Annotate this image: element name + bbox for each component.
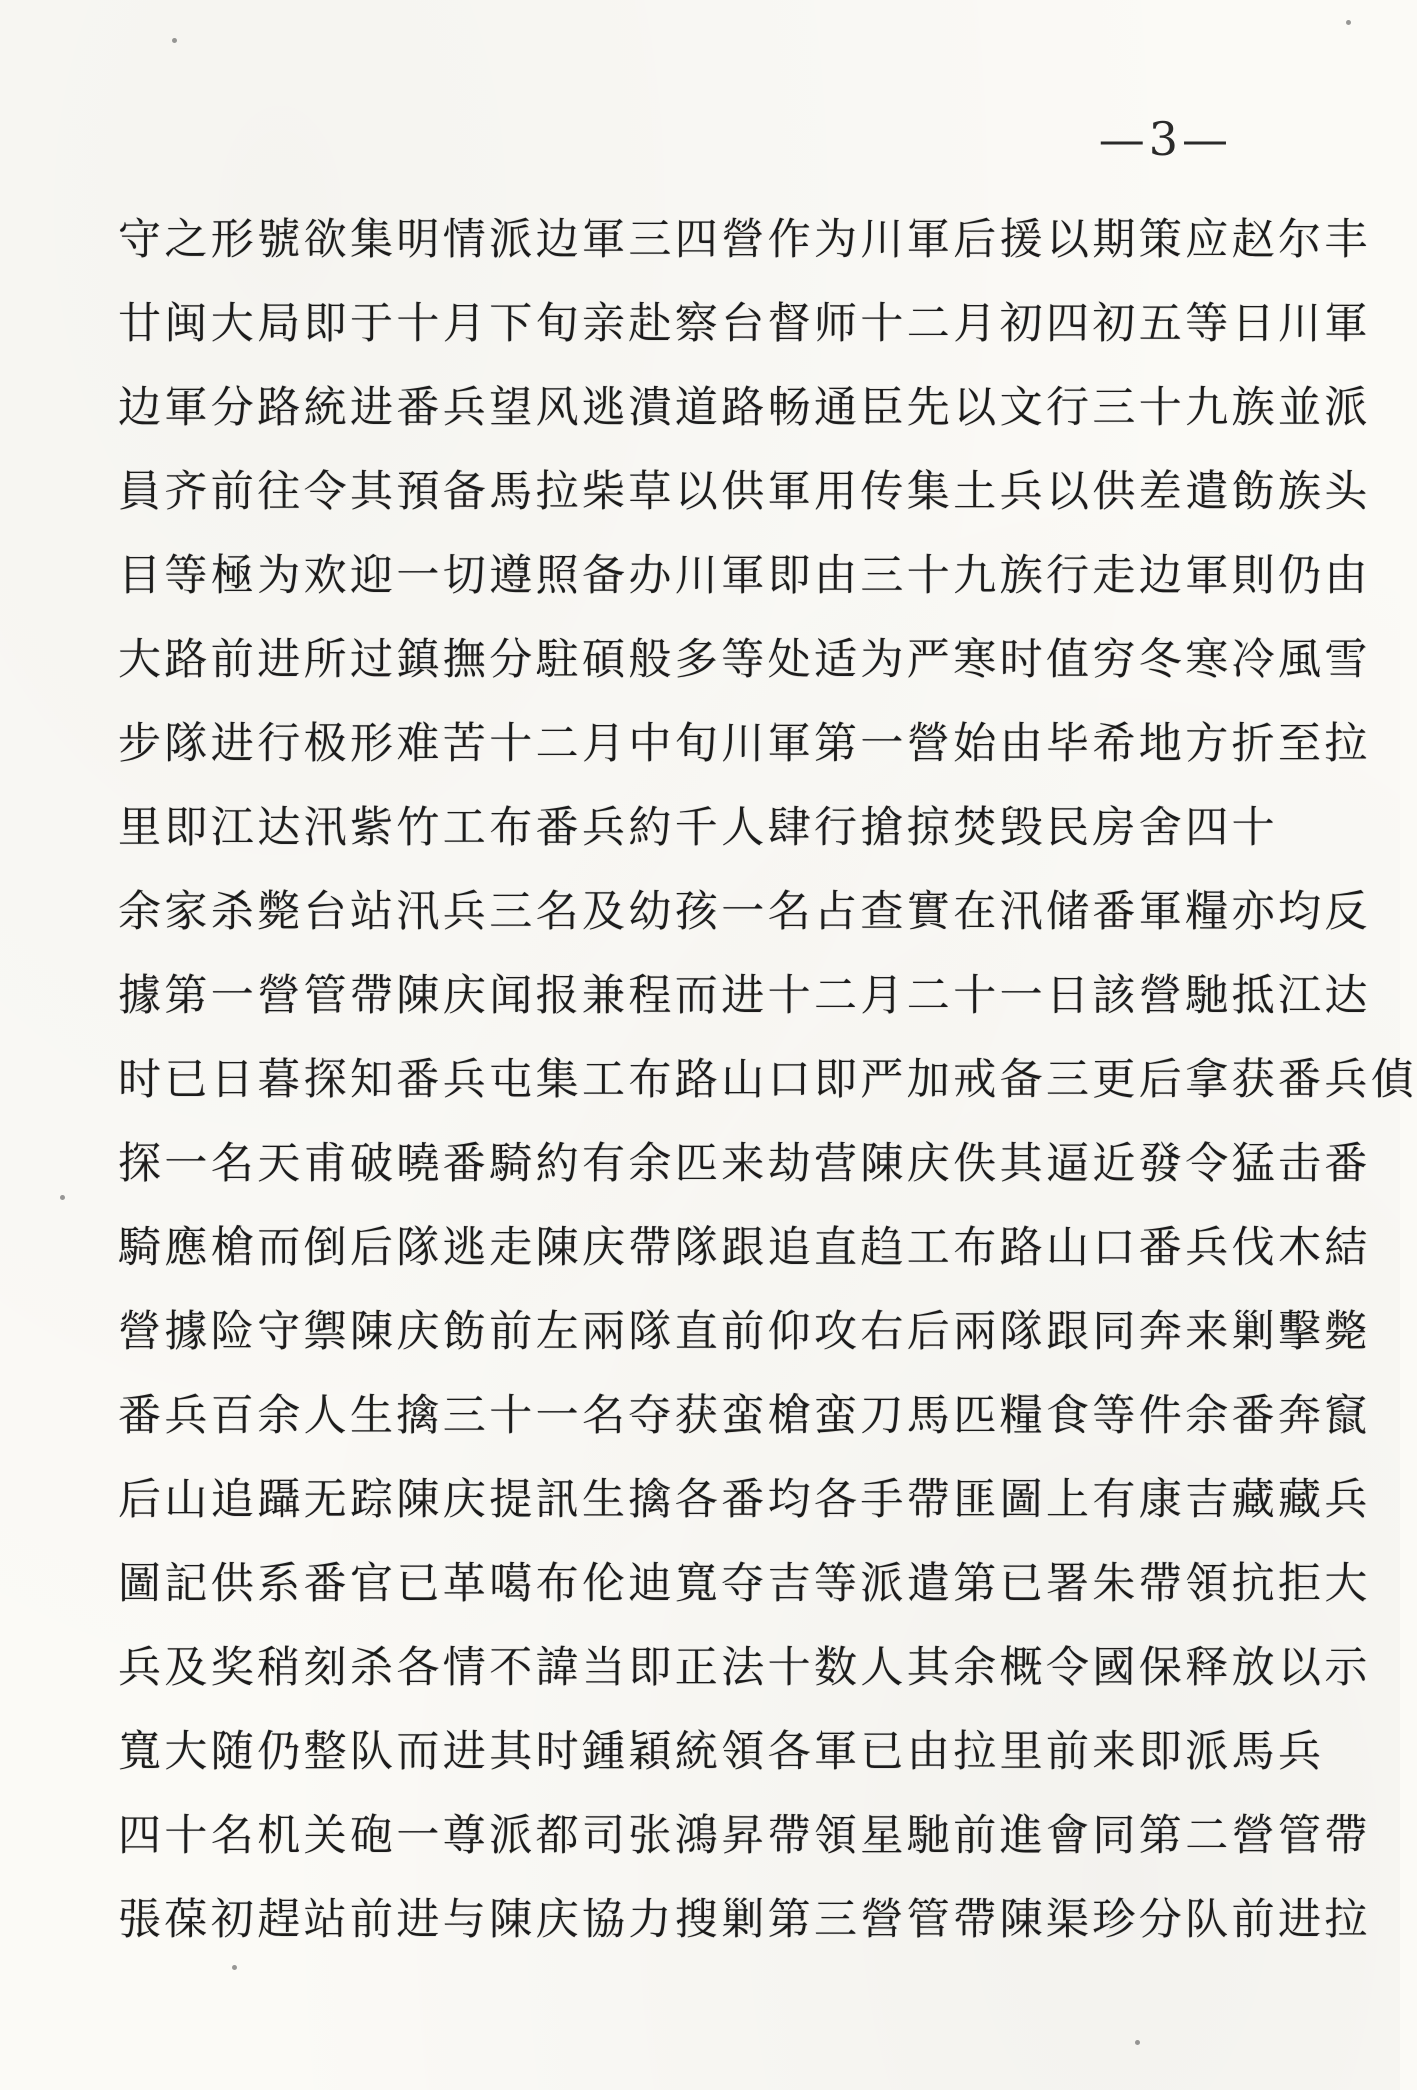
page-number: —3—: [1098, 112, 1232, 166]
scan-speck: [1346, 20, 1351, 25]
text-line: 边軍分路統进番兵望风逃潰道路畅通臣先以文行三十九族並派: [118, 383, 1371, 433]
text-line: 大路前进所过鎮撫分駐碩般多等处适为严寒时值穷冬寒冷風雪: [118, 635, 1371, 685]
text-line: 四十名机关砲一尊派都司张鴻昇帶領星馳前進會同第二營管帶: [118, 1811, 1371, 1861]
text-line: 目等極为欢迎一切遵照备办川軍即由三十九族行走边軍則仍由: [118, 551, 1371, 601]
text-line: 廿闽大局即于十月下旬亲赴察台督师十二月初四初五等日川軍: [118, 299, 1371, 349]
scan-speck: [172, 38, 177, 43]
text-line: 員齐前往令其預备馬拉柴草以供軍用传集土兵以供差遣飭族头: [118, 467, 1371, 517]
text-line: 圖記供系番官已革噶布伦迪寬夺吉等派遣第已署朱帶領抗拒大: [118, 1559, 1371, 1609]
text-line: 探一名天甫破曉番騎約有余匹来劫营陳庆佚其逼近發令猛击番: [118, 1139, 1371, 1189]
document-text-body: [118, 198, 1417, 1962]
scan-speck: [60, 1195, 65, 1200]
text-line: 營據险守禦陳庆飭前左兩隊直前仰攻右后兩隊跟同奔来剿擊斃: [118, 1307, 1371, 1357]
text-line: 时已日暮探知番兵屯集工布路山口即严加戒备三更后拿获番兵偵: [118, 1055, 1417, 1105]
text-line: 步隊进行极形难苦十二月中旬川軍第一營始由毕希地方折至拉: [118, 719, 1371, 769]
text-line: 里即江达汛紫竹工布番兵約千人肆行搶掠焚毁民房舍四十: [118, 803, 1278, 853]
text-line: 后山追躡无踪陳庆提訊生擒各番均各手帶匪圖上有康吉藏藏兵: [118, 1475, 1371, 1525]
text-line: 寬大随仍整队而进其时鍾穎統領各軍已由拉里前来即派馬兵: [118, 1727, 1325, 1777]
text-line: 據第一營管帶陳庆闻报兼程而进十二月二十一日該營馳抵江达: [118, 971, 1371, 1021]
text-line: 兵及奖稍刻杀各情不諱当即正法十数人其余概令國保释放以示: [118, 1643, 1371, 1693]
text-line: 余家杀斃台站汛兵三名及幼孩一名占查實在汛储番軍糧亦均反: [118, 887, 1371, 937]
scan-speck: [232, 1965, 237, 1970]
text-line: 張葆初趕站前进与陳庆協力搜剿第三營管帶陳渠珍分队前进拉: [118, 1895, 1371, 1945]
text-line: 番兵百余人生擒三十一名夺获蛮槍蛮刀馬匹糧食等件余番奔竄: [118, 1391, 1371, 1441]
scan-speck: [1135, 2040, 1140, 2045]
text-line: 騎應槍而倒后隊逃走陳庆帶隊跟追直趋工布路山口番兵伐木結: [118, 1223, 1371, 1273]
text-line: 守之形號欲集明情派边軍三四營作为川軍后援以期策应赵尔丰: [118, 215, 1371, 265]
